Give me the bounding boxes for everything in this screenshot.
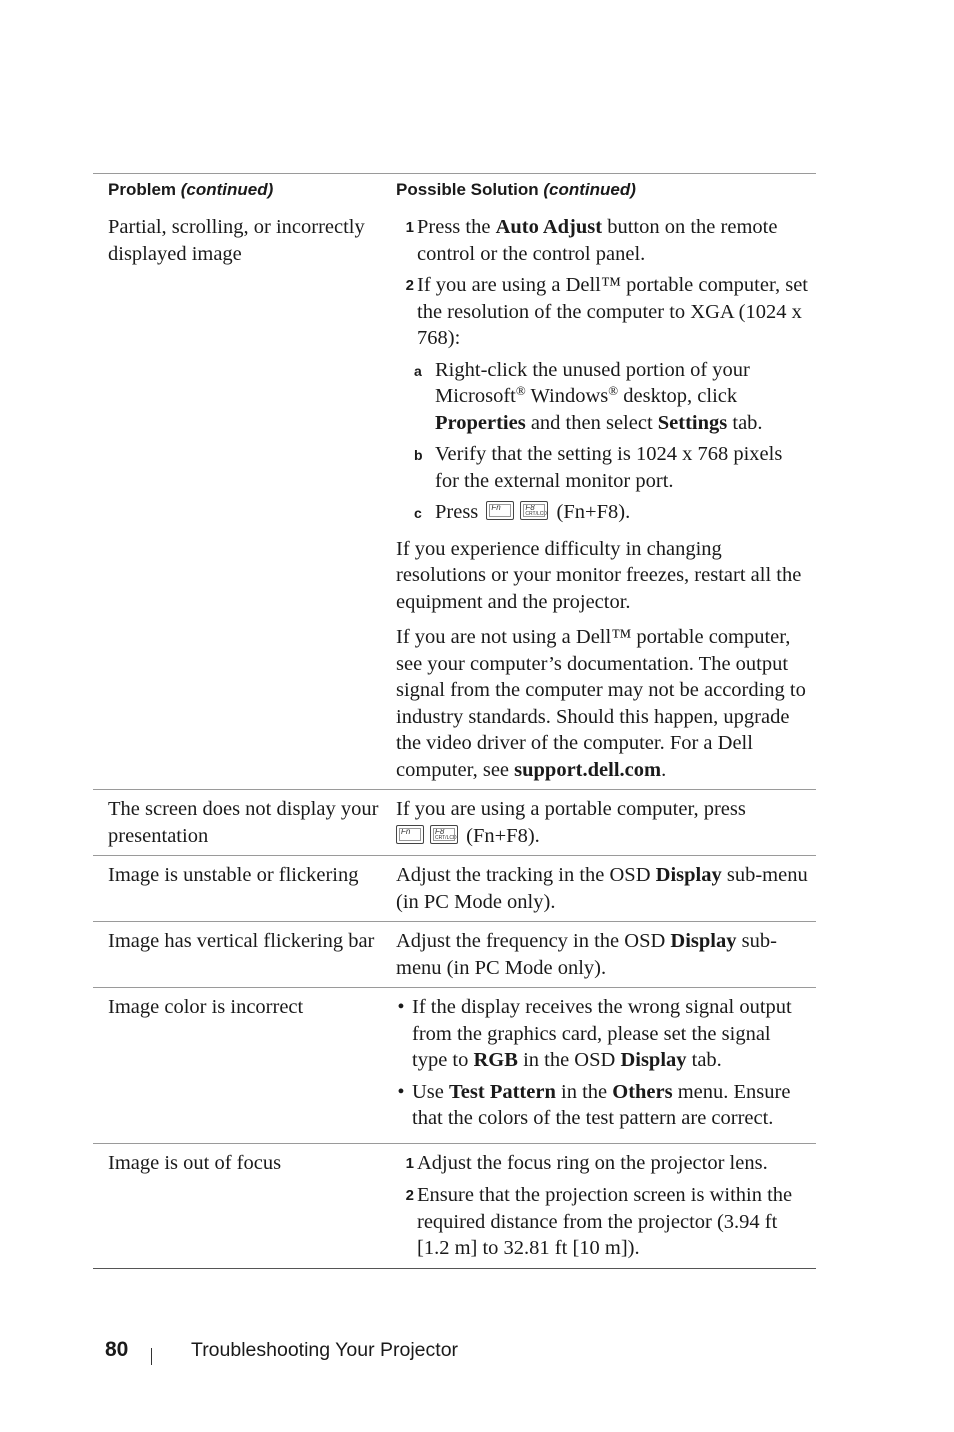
sub-steps	[388, 357, 810, 527]
numbered-step: 1 Adjust the focus ring on the projector lens.	[405, 1151, 768, 1174]
numbered-step: 1 Press the Auto Adjust button on the remote control or the control panel.	[405, 216, 778, 265]
paragraph: If you experience difficulty in changing resolutions or your monitor freezes, restart all the equipment and the projector.	[396, 537, 802, 613]
problem-cell: Image is out of focus	[108, 1151, 282, 1174]
footer-title: Troubleshooting Your Projector	[191, 1339, 459, 1361]
solution-column-header: Possible Solution (continued)	[396, 180, 636, 199]
sub-step: c Press Fn F8 CRT/LCD (Fn+F8).	[414, 501, 631, 523]
solution-cell	[382, 994, 816, 1137]
page-number: 80	[105, 1338, 129, 1361]
table-row	[93, 1144, 816, 1269]
solution-cell: Adjust the tracking in the OSD Display sub-menu (in PC Mode only).	[396, 864, 808, 913]
table-row	[93, 922, 816, 988]
problem-cell: Image color is incorrect	[108, 996, 304, 1018]
bullet-item: • If the display receives the wrong signal output from the graphics card, please set the signal type to RGB in the OSD Display tab.	[386, 994, 810, 1074]
sub-step: b Verify that the setting is 1024 x 768 pixels for the external monitor port.	[414, 443, 783, 492]
paragraph: If you are not using a Dell™ portable computer, see your computer’s documentation. The output signal from the computer may not be according to industry standards. Should this happen, upgrade the video driver of the computer. For a Dell computer, see support.dell.com.	[396, 626, 806, 781]
solution-cell	[382, 214, 816, 783]
solution-cell: If you are using a portable computer, press Fn F8 CRT/LCD (Fn+F8).	[396, 798, 746, 847]
table-header	[93, 174, 816, 201]
fn-key-icon: Fn	[486, 501, 514, 520]
problem-cell: The screen does not display your presentation	[108, 798, 379, 847]
solution-cell: Adjust the frequency in the OSD Display sub-menu (in PC Mode only).	[396, 930, 777, 979]
sub-step: a Right-click the unused portion of your Microsoft® Windows® desktop, click Properties and then select Settings tab.	[414, 358, 763, 434]
table-row	[93, 988, 816, 1144]
table-row	[93, 790, 816, 856]
footer-divider	[151, 1348, 152, 1365]
solution-cell	[382, 1150, 816, 1262]
table-row	[93, 856, 816, 922]
bullet-icon: •	[397, 1080, 405, 1103]
problem-cell: Image has vertical flickering bar	[108, 930, 375, 952]
f8-key-icon: F8 CRT/LCD	[430, 825, 458, 844]
troubleshooting-table	[93, 173, 816, 1269]
f8-key-icon: F8 CRT/LCD	[520, 501, 548, 520]
bullet-item: • Use Test Pattern in the Others menu. Ensure that the colors of the test pattern are correct.	[386, 1079, 810, 1132]
problem-cell: Image is unstable or flickering	[108, 864, 359, 886]
numbered-step: 2 Ensure that the projection screen is within the required distance from the projector (3.94 ft [1.2 m] to 32.81 ft [10 m]).	[405, 1184, 793, 1259]
table-row	[93, 201, 816, 790]
problem-column-header: Problem (continued)	[108, 180, 274, 199]
bullet-icon: •	[397, 996, 405, 1018]
problem-cell: Partial, scrolling, or incorrectly displayed image	[108, 216, 365, 265]
fn-key-icon: Fn	[396, 825, 424, 844]
numbered-step: 2 If you are using a Dell™ portable computer, set the resolution of the computer to XGA (1024 x 768):	[405, 274, 808, 349]
